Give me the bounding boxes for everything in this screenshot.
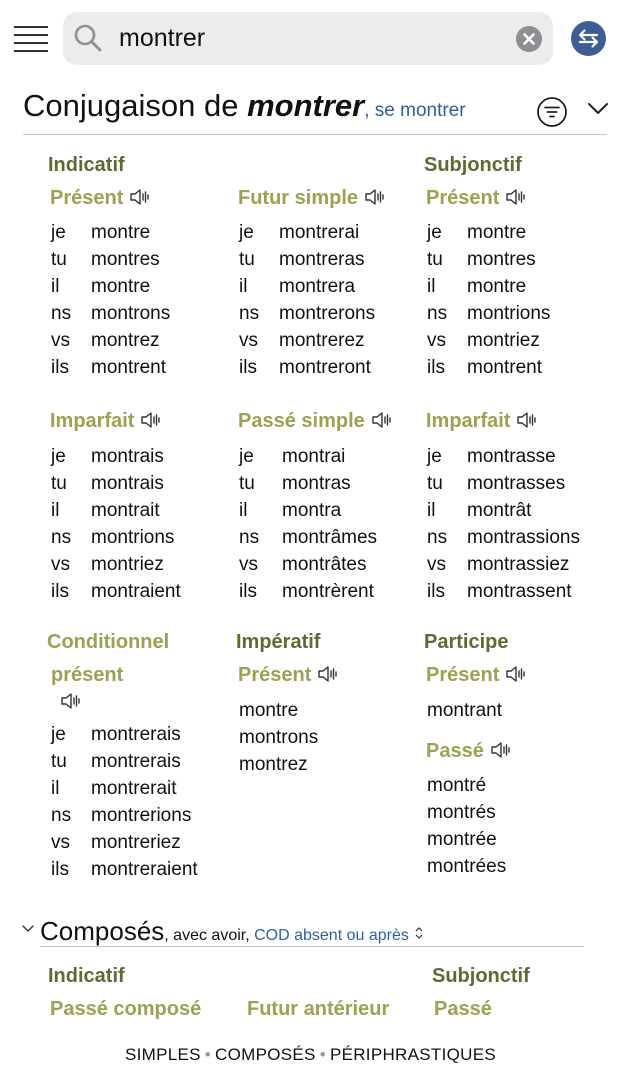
conj-row: je montrai (239, 446, 346, 467)
tense-participe-passe (426, 740, 512, 763)
conj-row: ils montrassent (427, 581, 572, 602)
title-prefix: Conjugaison de (23, 88, 248, 123)
conj-row: ils montrent (427, 357, 542, 378)
divider (23, 134, 607, 135)
divider (40, 946, 584, 947)
tense-label: Imparfait (426, 410, 511, 432)
speaker-icon[interactable] (505, 187, 527, 207)
group-imperatif: Impératif (236, 631, 321, 653)
conj-row: ns montrerions (51, 805, 192, 826)
speaker-icon[interactable] (129, 187, 151, 207)
nav-simples[interactable]: SIMPLES (124, 1045, 201, 1064)
tense-futur-simple (238, 187, 386, 210)
tense-subjonctif-passe: Passé (434, 998, 492, 1020)
conj-row: montrés (427, 802, 496, 823)
conj-row: montrez (239, 754, 308, 775)
tense-label: Futur simple (238, 187, 359, 209)
composes-title: Composés (40, 916, 165, 946)
speaker-icon[interactable] (364, 187, 386, 207)
bottom-nav (0, 1045, 621, 1065)
conj-row: montrons (239, 727, 319, 748)
conj-row: il montre (51, 276, 151, 297)
chevron-down-icon[interactable] (586, 98, 610, 120)
conj-row: ns montrassions (427, 527, 580, 548)
group-conditionnel: Conditionnel (47, 631, 170, 653)
menu-icon[interactable] (14, 26, 48, 52)
tense-subjonctif-present (426, 187, 527, 210)
speaker-icon[interactable] (60, 691, 82, 711)
conj-ind-present (51, 222, 170, 384)
conj-row: montré (427, 775, 487, 796)
tense-passe-compose: Passé composé (50, 998, 202, 1020)
tense-label: Passé simple (238, 410, 365, 432)
group-subjonctif: Subjonctif (424, 154, 522, 176)
tense-label: Imparfait (50, 410, 135, 432)
conj-row: montrées (427, 856, 507, 877)
conj-row: je montrerai (239, 222, 360, 243)
speaker-icon[interactable] (516, 410, 538, 430)
tense-label: Passé (426, 740, 484, 762)
conj-row: vs montreriez (51, 832, 181, 853)
conj-row: tu montrasses (427, 473, 566, 494)
conj-row: je montre (51, 222, 151, 243)
tense-indicatif-present (50, 187, 151, 210)
swap-arrows-icon (571, 21, 606, 56)
conj-conditionnel (51, 724, 198, 886)
conj-row: vs montrez (51, 330, 160, 351)
conj-row: je montrasse (427, 446, 556, 467)
conj-row: il montra (239, 500, 342, 521)
search-icon (73, 23, 103, 53)
conj-row: ns montrons (51, 303, 171, 324)
conj-row: vs montrassiez (427, 554, 570, 575)
tense-futur-anterieur: Futur antérieur (247, 998, 390, 1020)
composes-group-subjonctif: Subjonctif (432, 965, 530, 987)
close-icon (516, 26, 542, 52)
conj-row: ns montrions (427, 303, 551, 324)
speaker-icon[interactable] (140, 410, 162, 430)
speaker-icon[interactable] (317, 664, 339, 684)
search-input[interactable]: montrer (119, 24, 206, 52)
chevron-down-icon[interactable] (21, 923, 35, 935)
conj-row: ns montrions (51, 527, 175, 548)
speaker-icon[interactable] (505, 664, 527, 684)
tense-label: Présent (238, 664, 312, 686)
tense-passe-simple (238, 410, 393, 433)
conj-row: montrée (427, 829, 497, 850)
conj-row: tu montrerais (51, 751, 181, 772)
conj-row: tu montres (51, 249, 160, 270)
conj-row: ils montreraient (51, 859, 198, 880)
group-indicatif: Indicatif (48, 154, 125, 176)
conj-row: je montrerais (51, 724, 181, 745)
conj-row: il montrera (239, 276, 356, 297)
conj-row: ils montrèrent (239, 581, 374, 602)
filter-icon[interactable] (536, 96, 568, 128)
conj-row: vs montrâtes (239, 554, 367, 575)
conj-subj-imparfait (427, 446, 580, 608)
updown-chevron-icon[interactable] (415, 926, 423, 940)
nav-separator: • (204, 1045, 212, 1064)
composes-header[interactable] (40, 916, 423, 947)
group-participe: Participe (424, 631, 509, 653)
speaker-icon[interactable] (490, 740, 512, 760)
clear-search-button[interactable] (516, 26, 542, 52)
search-bar[interactable] (63, 12, 553, 65)
tense-label: Présent (426, 664, 500, 686)
tense-participe-present (426, 664, 527, 687)
conj-row: tu montres (427, 249, 536, 270)
tense-subjonctif-imparfait (426, 410, 538, 433)
conj-passe-simple (239, 446, 377, 608)
conj-row: il montrait (51, 500, 160, 521)
conj-row: montre (239, 700, 299, 721)
conj-row: il montre (427, 276, 527, 297)
conj-row: montrant (427, 700, 502, 721)
conj-imparfait (51, 446, 181, 608)
conj-row: il montrerait (51, 778, 177, 799)
conj-row: ns montrerons (239, 303, 376, 324)
tense-label: Présent (426, 187, 500, 209)
tense-conditionnel-present: présent (51, 664, 124, 686)
conj-row: vs montriez (51, 554, 164, 575)
title-sep: , (364, 100, 375, 121)
composes-group-indicatif: Indicatif (48, 965, 125, 987)
conj-row: ns montrâmes (239, 527, 378, 548)
conj-row: je montrais (51, 446, 164, 467)
page-title (23, 88, 466, 124)
tense-label: Présent (50, 187, 124, 209)
tense-imperatif-present (238, 664, 339, 687)
title-verb: montrer (247, 88, 365, 123)
conj-row: je montre (427, 222, 527, 243)
conj-row: tu montreras (239, 249, 365, 270)
nav-separator: • (319, 1045, 326, 1064)
nav-periphrastiques[interactable]: PÉRIPHRASTIQUES (329, 1045, 496, 1064)
conj-imperatif (239, 700, 318, 781)
conj-row: tu montras (239, 473, 351, 494)
cod-option-select[interactable]: COD absent ou après (254, 927, 409, 944)
conj-futur-simple (239, 222, 375, 384)
conj-row: il montrât (427, 500, 532, 521)
composes-aux: , avec avoir, (164, 927, 255, 944)
conj-row: vs montrerez (239, 330, 365, 351)
conj-row: vs montriez (427, 330, 540, 351)
swap-language-button[interactable] (571, 21, 606, 56)
conj-row: ils montraient (51, 581, 181, 602)
speaker-icon[interactable] (371, 410, 393, 430)
tense-imparfait (50, 410, 162, 433)
conj-row: ils montrent (51, 357, 166, 378)
conj-participe-passe (427, 775, 506, 883)
conj-row: ils montreront (239, 357, 371, 378)
nav-composes[interactable]: COMPOSÉS (215, 1045, 316, 1064)
conj-subj-present (427, 222, 550, 384)
conj-row: tu montrais (51, 473, 164, 494)
se-montrer-link[interactable]: se montrer (374, 100, 466, 121)
